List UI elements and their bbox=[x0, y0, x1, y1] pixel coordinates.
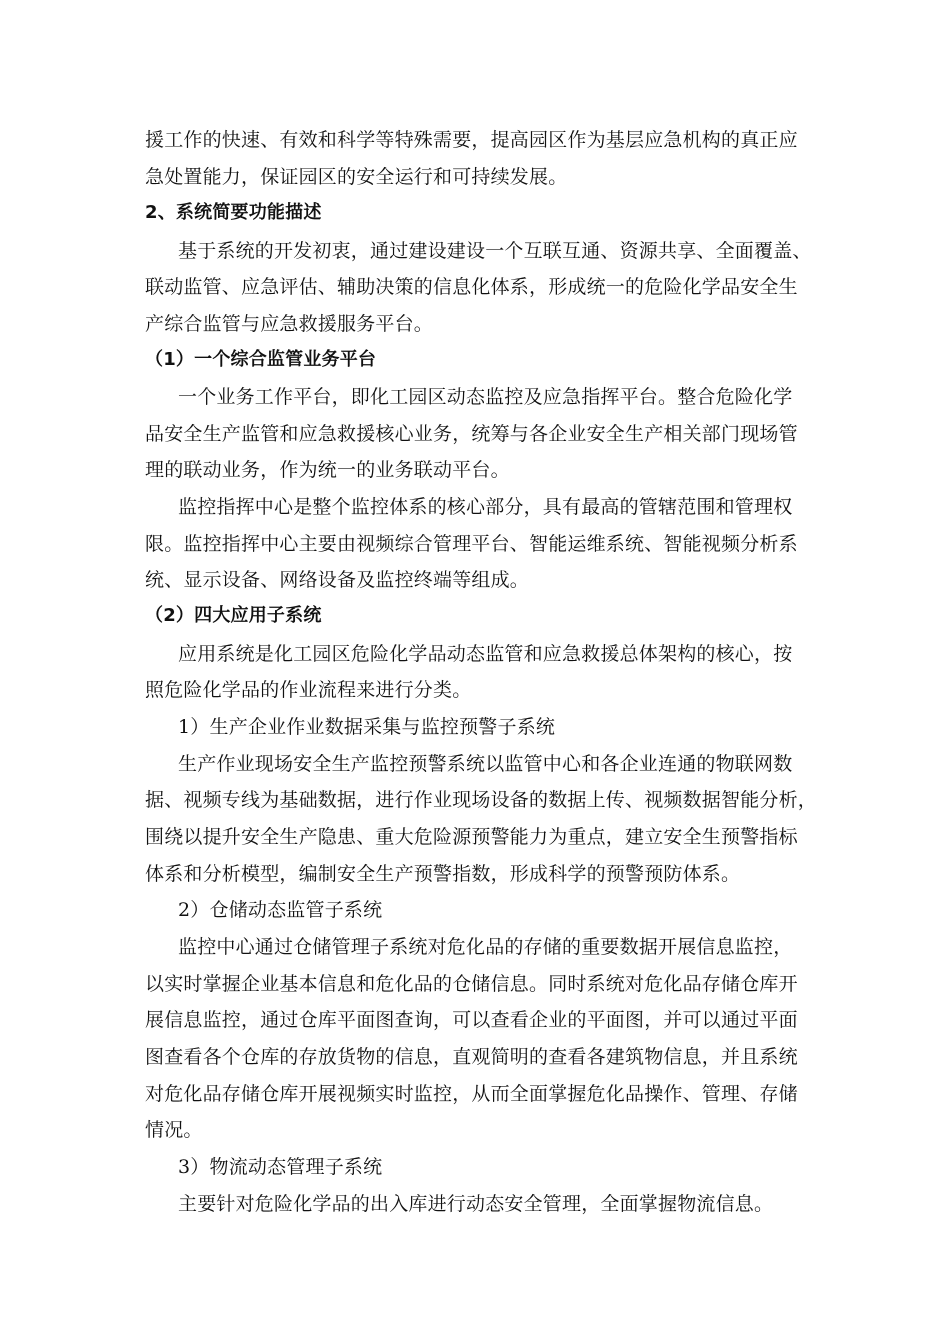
paragraph-line: 据、视频专线为基础数据，进行作业现场设备的数据上传、视频数据智能分析， bbox=[145, 789, 818, 811]
paragraph-line: 围绕以提升安全生产隐患、重大危险源预警能力为重点，建立安全生预警指标 bbox=[145, 826, 798, 848]
paragraph-line: 统、显示设备、网络设备及监控终端等组成。 bbox=[145, 569, 530, 591]
paragraph-line: 应用系统是化工园区危险化学品动态监管和应急救援总体架构的核心，按 bbox=[178, 643, 793, 665]
paragraph-line: 展信息监控，通过仓库平面图查询，可以查看企业的平面图，并可以通过平面 bbox=[145, 1009, 798, 1031]
paragraph-line: 急处置能力，保证园区的安全运行和可持续发展。 bbox=[145, 166, 568, 188]
paragraph-line: 监控中心通过仓储管理子系统对危化品的存储的重要数据开展信息监控， bbox=[178, 936, 793, 958]
paragraph-line: 理的联动业务，作为统一的业务联动平台。 bbox=[145, 459, 510, 481]
paragraph-line: 基于系统的开发初衷，通过建设建设一个互联互通、资源共享、全面覆盖、 bbox=[178, 240, 812, 262]
paragraph-line: 限。监控指挥中心主要由视频综合管理平台、智能运维系统、智能视频分析系 bbox=[145, 533, 798, 555]
list-item-heading: 3）物流动态管理子系统 bbox=[178, 1156, 383, 1178]
subsection-heading: （2）四大应用子系统 bbox=[145, 605, 322, 626]
paragraph-line: 监控指挥中心是整个监控体系的核心部分，具有最高的管辖范围和管理权 bbox=[178, 496, 793, 518]
list-item-heading: 1）生产企业作业数据采集与监控预警子系统 bbox=[178, 716, 556, 738]
paragraph-line: 产综合监管与应急救援服务平台。 bbox=[145, 313, 434, 335]
paragraph-line: 援工作的快速、有效和科学等特殊需要，提高园区作为基层应急机构的真正应 bbox=[145, 129, 798, 151]
paragraph-line: 图查看各个仓库的存放货物的信息，直观简明的查看各建筑物信息，并且系统 bbox=[145, 1046, 798, 1068]
list-item-heading: 2）仓储动态监管子系统 bbox=[178, 899, 383, 921]
paragraph-line: 对危化品存储仓库开展视频实时监控，从而全面掌握危化品操作、管理、存储 bbox=[145, 1083, 798, 1105]
section-heading: 2、系统简要功能描述 bbox=[145, 202, 322, 223]
paragraph-line: 体系和分析模型，编制安全生产预警指数，形成科学的预警预防体系。 bbox=[145, 863, 741, 885]
paragraph-line: 生产作业现场安全生产监控预警系统以监管中心和各企业连通的物联网数 bbox=[178, 753, 793, 775]
paragraph-line: 以实时掌握企业基本信息和危化品的仓储信息。同时系统对危化品存储仓库开 bbox=[145, 973, 798, 995]
paragraph-line: 联动监管、应急评估、辅助决策的信息化体系，形成统一的危险化学品安全生 bbox=[145, 276, 798, 298]
subsection-heading: （1）一个综合监管业务平台 bbox=[145, 349, 377, 370]
paragraph-line: 情况。 bbox=[145, 1119, 203, 1141]
paragraph-line: 一个业务工作平台，即化工园区动态监控及应急指挥平台。整合危险化学 bbox=[178, 386, 793, 408]
paragraph-line: 品安全生产监管和应急救援核心业务，统筹与各企业安全生产相关部门现场管 bbox=[145, 423, 798, 445]
paragraph-line: 主要针对危险化学品的出入库进行动态安全管理，全面掌握物流信息。 bbox=[178, 1193, 774, 1215]
paragraph-line: 照危险化学品的作业流程来进行分类。 bbox=[145, 679, 472, 701]
